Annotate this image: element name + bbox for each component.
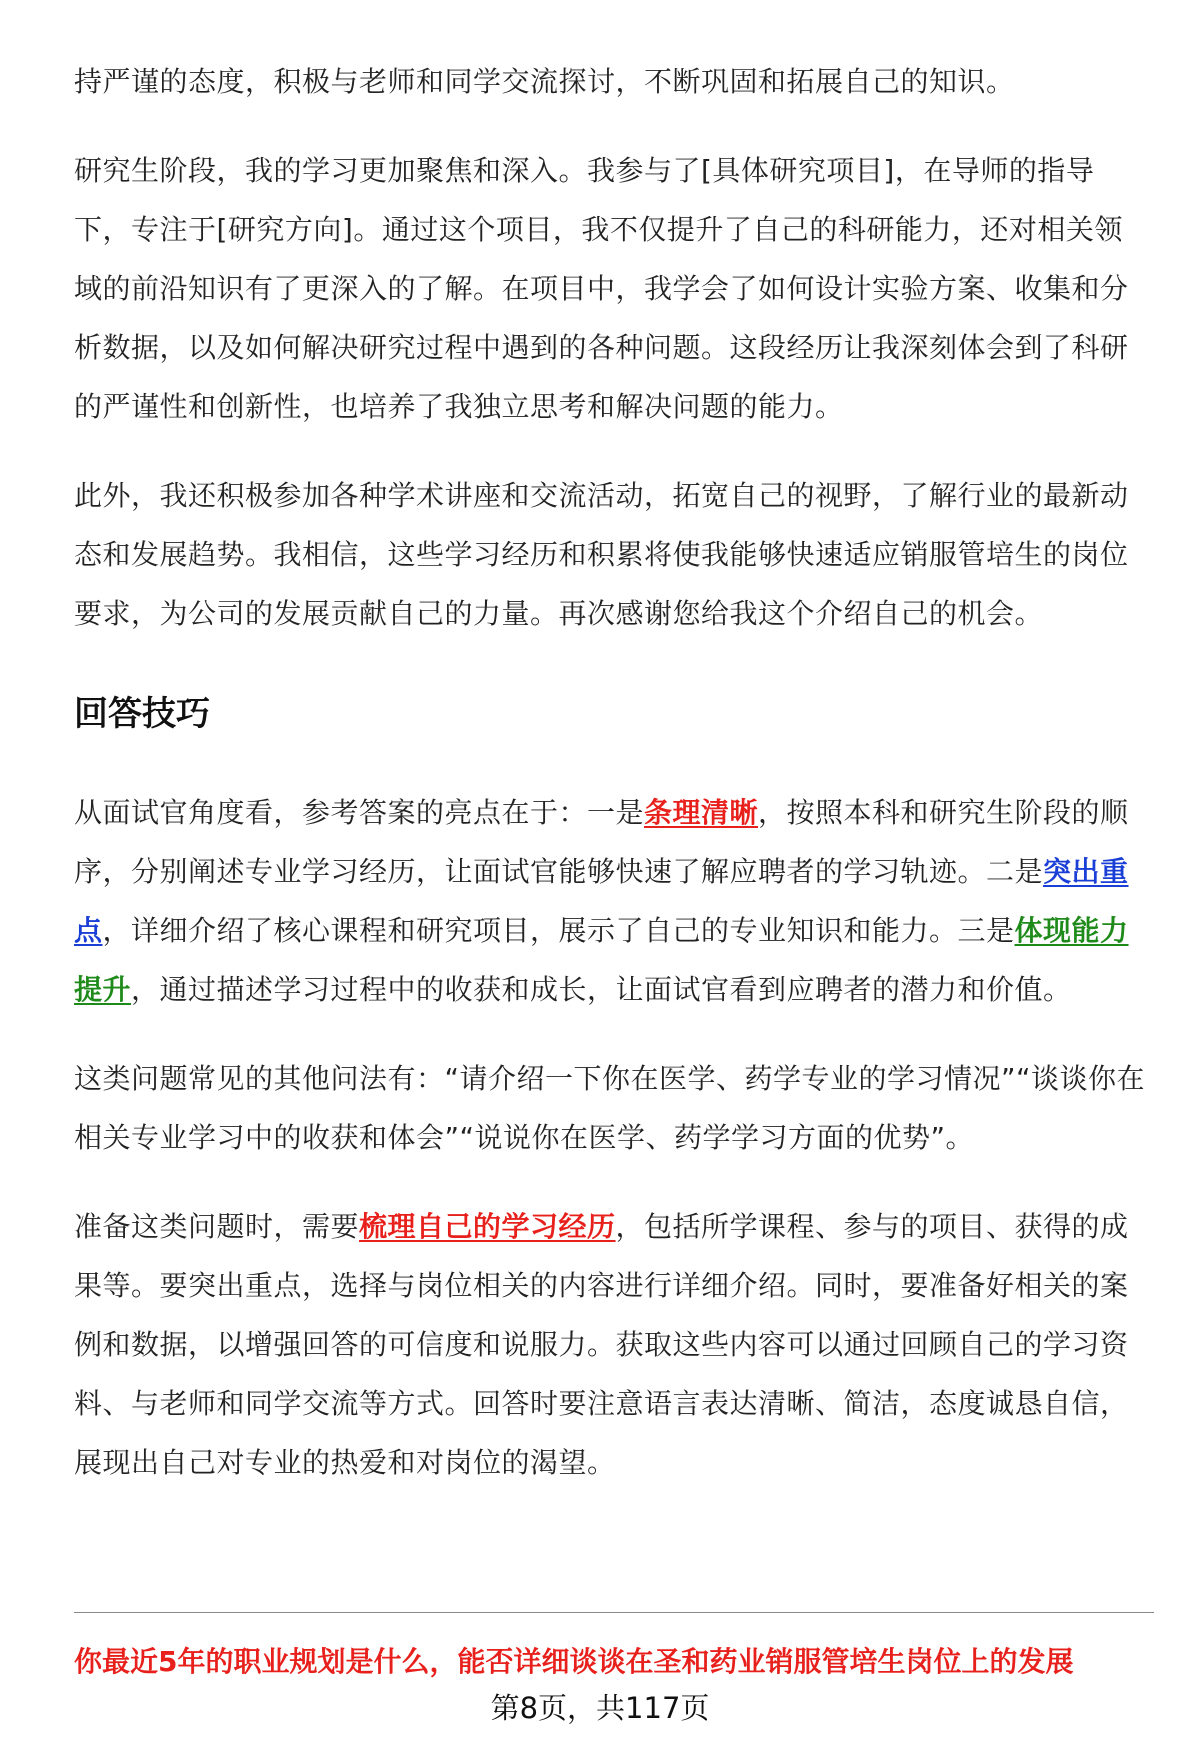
prep-text-1: 准备这类问题时，需要 [74,1210,360,1243]
paragraph-other-questions: 这类问题常见的其他问法有：“请介绍一下你在医学、药学专业的学习情况”“谈谈你在相关专业学习中的收获和体会”“说说你在医学、药学学习方面的优势”。 [74,1062,1146,1154]
tips-text-2: ，按照本科和研究生阶段的顺序，分别阐述专业学习经历，让面试官能够快速了解应聘者的学习轨迹。二是 [74,796,1129,888]
page-content [74,52,1146,1522]
tips-text-4: ，通过描述学习过程中的收获和成长，让面试官看到应聘者的潜力和价值。 [131,973,1072,1006]
paragraph-continuation: 持严谨的态度，积极与老师和同学交流探讨，不断巩固和拓展自己的知识。 [74,65,1015,98]
paragraph-preparation [74,1197,1146,1492]
page-number: 第8页，共117页 [490,1691,710,1725]
paragraph-extra-activities: 此外，我还积极参加各种学术讲座和交流活动，拓宽自己的视野，了解行业的最新动态和发展趋势。我相信，这些学习经历和积累将使我能够快速适应销服管培生的岗位要求，为公司的发展贡献自己的力量。再次感谢您给我这个介绍自己的机会。 [74,479,1129,630]
tips-text-1: 从面试官角度看，参考答案的亮点在于：一是 [74,796,645,829]
highlight-clear-structure: 条理清晰 [644,796,759,829]
highlight-review-experience: 梳理自己的学习经历 [359,1210,616,1243]
highlight-focus: 突出重点 [74,855,1129,947]
paragraph-tips [74,783,1146,1019]
paragraph-graduate-study: 研究生阶段，我的学习更加聚焦和深入。我参与了[具体研究项目]，在导师的指导下，专注于[研究方向]。通过这个项目，我不仅提升了自己的科研能力，还对相关领域的前沿知识有了更深入的了解。在项目中，我学会了如何设计实验方案、收集和分析数据，以及如何解决研究过程中遇到的各种问题。这段经历让我深刻体会到了科研的严谨性和创新性，也培养了我独立思考和解决问题的能力。 [74,154,1129,423]
next-question-title: 你最近5年的职业规划是什么，能否详细谈谈在圣和药业销服管培生岗位上的发展 [74,1645,1074,1678]
prep-text-2: ，包括所学课程、参与的项目、获得的成果等。要突出重点，选择与岗位相关的内容进行详细介绍。同时，要准备好相关的案例和数据，以增强回答的可信度和说服力。获取这些内容可以通过回顾自己的学习资料、与老师和同学交流等方式。回答时要注意语言表达清晰、简洁，态度诚恳自信，展现出自己对专业的热爱和对岗位的渴望。 [74,1210,1129,1479]
highlight-ability-growth: 体现能力提升 [74,914,1129,1006]
footer-divider [74,1612,1154,1613]
section-heading: 回答技巧 [74,694,210,734]
tips-text-3: ，详细介绍了核心课程和研究项目，展示了自己的专业知识和能力。三是 [102,914,1015,947]
